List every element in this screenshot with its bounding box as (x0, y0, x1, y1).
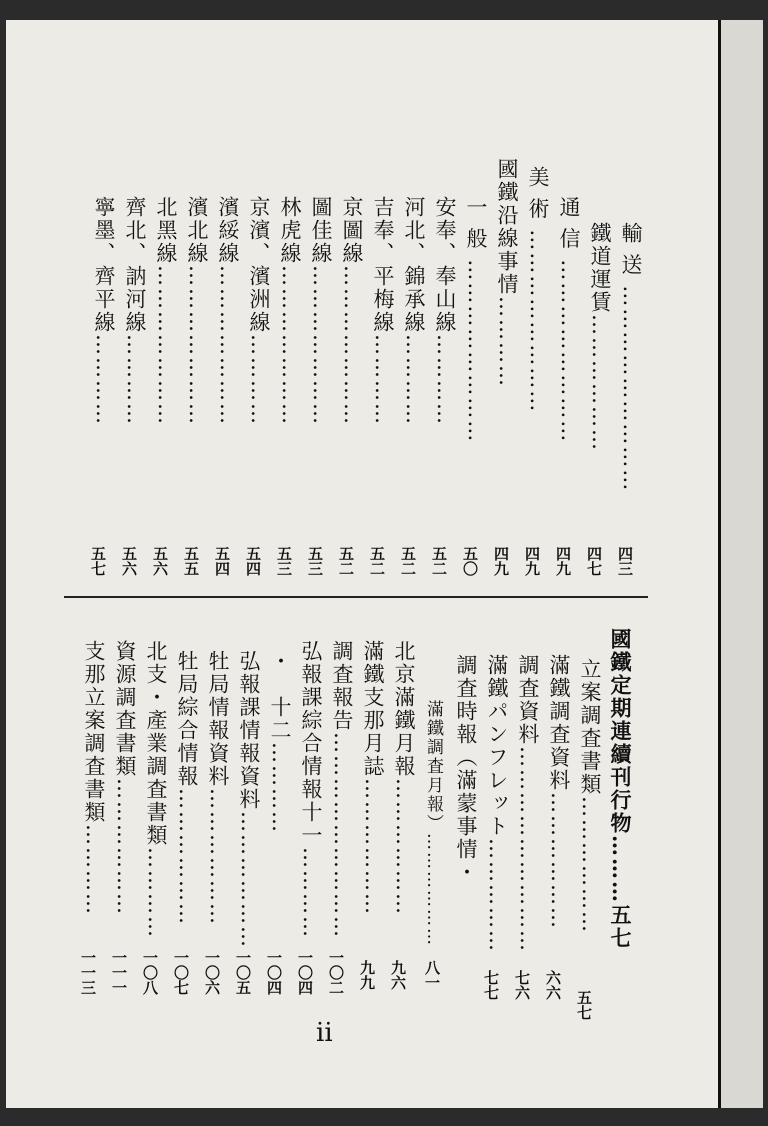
toc-entry: 一 般 …………………… (464, 196, 488, 444)
toc-entry: 吉奉、平梅線………… (371, 196, 395, 426)
page-number: 四七 (585, 546, 603, 576)
page-number: 五七 (89, 546, 107, 576)
toc-entry: 北黑線………………… (154, 196, 178, 426)
toc-entry: 濱北線………………… (185, 196, 209, 426)
toc-entry: 寧墨、齊平線………… (92, 196, 116, 426)
page-number: 四九 (554, 546, 572, 576)
page-number: 一〇六 (203, 950, 221, 995)
page-number: 五二 (430, 546, 448, 576)
toc-entry: 資源調査書類……………… (113, 640, 137, 916)
toc-entry: 調査報告……………………… (330, 640, 354, 939)
toc-entry: 齊北、訥河線………… (123, 196, 147, 426)
page-number: 一〇七 (172, 950, 190, 995)
page-number: 七七 (482, 970, 500, 1000)
toc-entry: 北支・產業調査書類………… (144, 640, 168, 939)
page-number: 五三 (306, 546, 324, 576)
toc-entry: 弘報課情報資料……………… (237, 650, 261, 949)
toc-entry: 林虎線………………… (278, 196, 302, 426)
page-number: 九六 (389, 960, 407, 990)
page-number: 九九 (358, 960, 376, 990)
toc-entry: 京濱、濱洲線………… (247, 196, 271, 426)
page-number: 四九 (492, 546, 510, 576)
page-number: 一〇八 (141, 950, 159, 995)
toc-entry: 滿鐵パンフレット…………… (485, 654, 509, 953)
page-number: 一〇五 (234, 950, 252, 995)
toc-entry: 弘報課綜合情報十一………… (299, 640, 323, 939)
page-number: 四九 (523, 546, 541, 576)
toc-entry: 圖佳線………………… (309, 196, 333, 426)
page-number: 五七 (575, 990, 593, 1020)
page-number: 七六 (513, 970, 531, 1000)
adjacent-page-edge (718, 20, 763, 1108)
toc-entry: 北京滿鐵月報……………… (392, 640, 416, 916)
toc-entry: 河北、錦承線………… (402, 196, 426, 426)
page-number: 一〇二 (327, 950, 345, 995)
page-number: 五三 (275, 546, 293, 576)
section-divider (64, 596, 648, 598)
page-number: 五五 (182, 546, 200, 576)
toc-entry: 牡局情報資料……………… (206, 650, 230, 926)
toc-entry: 滿鐵支那月誌……………… (361, 640, 385, 916)
page-number: 五六 (151, 546, 169, 576)
page-number: 一一三 (79, 950, 97, 995)
page-number: 四三 (616, 546, 634, 576)
page-number: 六六 (544, 970, 562, 1000)
toc-entry: 支那立案調査書類………… (82, 640, 106, 916)
toc-entry: 調査時報（滿蒙事情・ (454, 654, 478, 884)
toc-entry: 國鐵沿線事情………… (495, 158, 519, 388)
page-number: 一〇四 (265, 950, 283, 995)
toc-entry: 調査資料……………………… (516, 654, 540, 953)
toc-entry: 立案調査書類……………… (578, 658, 602, 934)
toc-entry-continued: 滿鐵調査月報）……………… (423, 700, 443, 947)
toc-entry: ・ 十二………… (268, 650, 292, 834)
toc-entry: 濱綏線………………… (216, 196, 240, 426)
page-number: 五〇 (461, 546, 479, 576)
toc-entry: 滿鐵調査資料……………… (547, 654, 571, 930)
toc-entry: 通 信 …………………… (557, 196, 581, 444)
section-heading: 國鐵定期連續刊行物………五七 (608, 628, 633, 950)
toc-entry: 牡局綜合情報……………… (175, 650, 199, 926)
toc-entry: 京圖線………………… (340, 196, 364, 426)
page-number: 一一一 (110, 950, 128, 995)
page-number: 五二 (399, 546, 417, 576)
page-number: 一〇四 (296, 950, 314, 995)
page-number: 八一 (423, 960, 441, 990)
toc-entry: 安奉、奉山線………… (433, 196, 457, 426)
folio-number: ii (316, 1018, 333, 1048)
page-number: 五六 (120, 546, 138, 576)
page-number: 五四 (244, 546, 262, 576)
page-number: 五二 (368, 546, 386, 576)
page-number: 五四 (213, 546, 231, 576)
toc-entry: 輸 送 ……………………… (619, 222, 643, 493)
toc-entry: 美 術 …………………… (526, 166, 550, 414)
toc-entry: 鐵道運賃……………… (588, 222, 612, 452)
page-number: 五二 (337, 546, 355, 576)
